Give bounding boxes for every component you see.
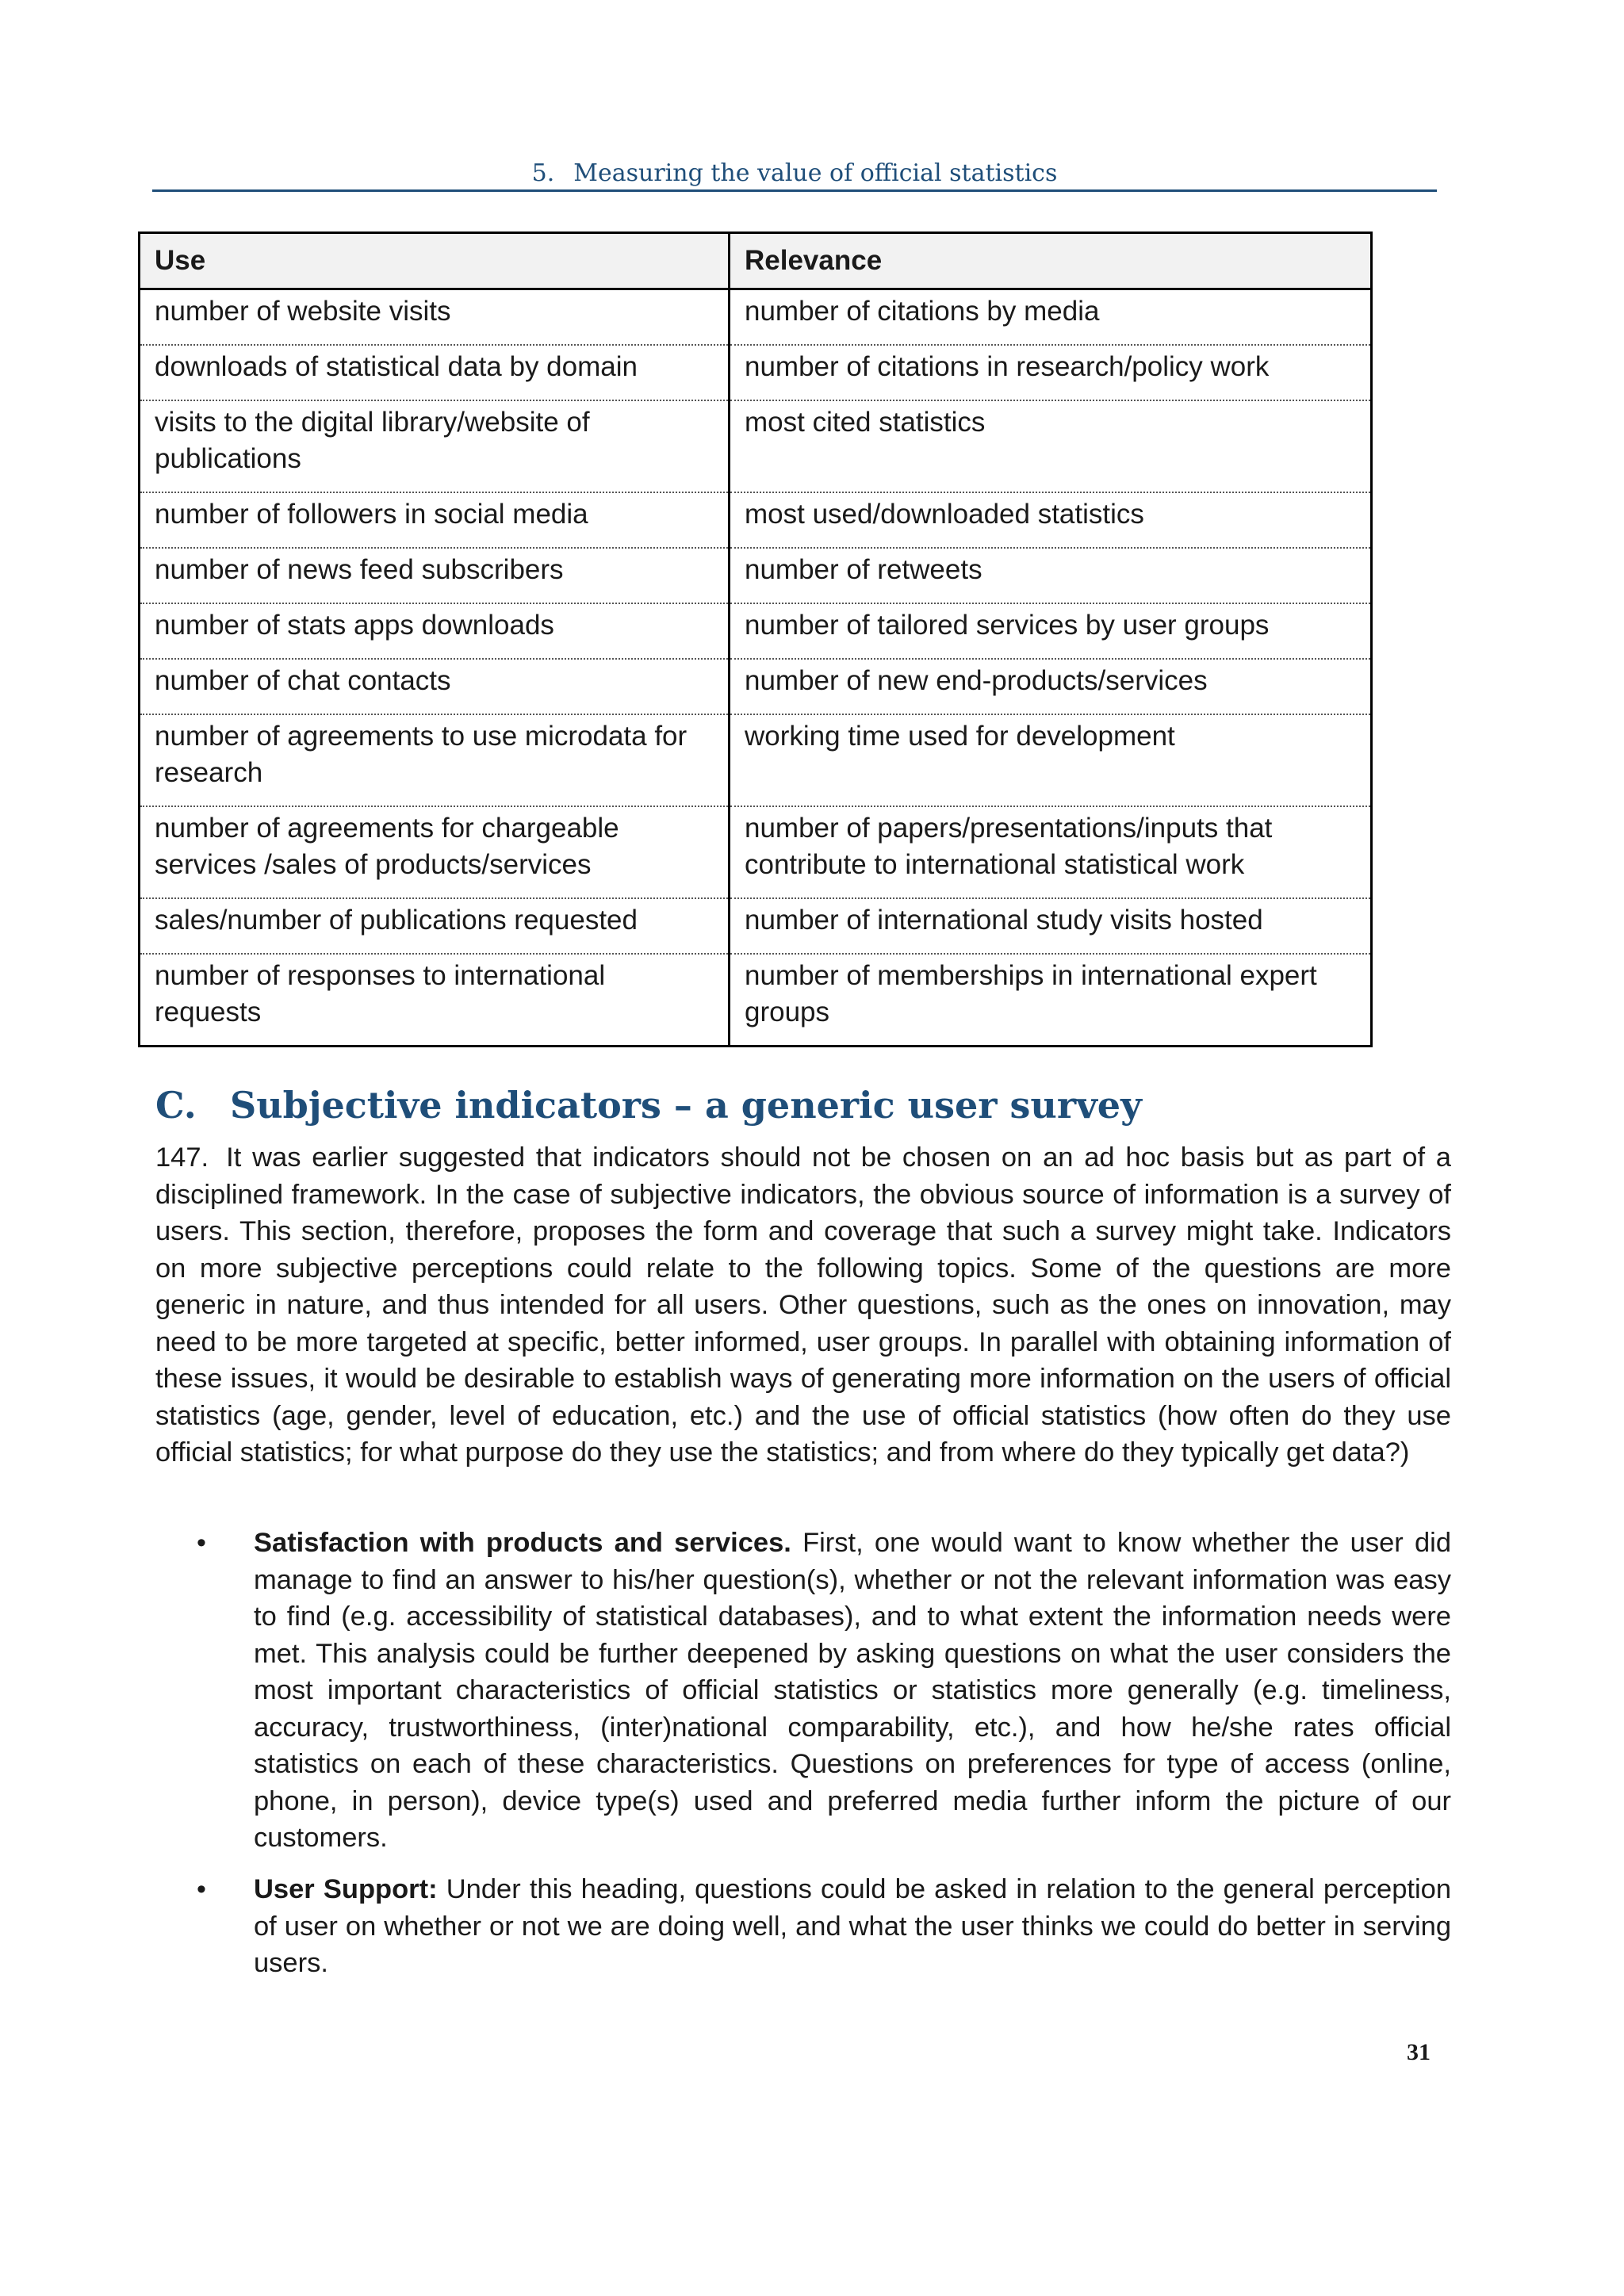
table-cell-use: number of followers in social media	[140, 492, 730, 548]
running-header	[152, 155, 1437, 192]
section-heading	[155, 1077, 1142, 1134]
table-row	[140, 289, 1372, 346]
table-cell-relevance: number of new end-products/services	[730, 659, 1372, 714]
table-row	[140, 400, 1372, 492]
bullet-list-1	[155, 1525, 1451, 1857]
table-row	[140, 806, 1372, 898]
table-cell-use: number of agreements for chargeable services /sales of products/services	[140, 806, 730, 898]
table-cell-use: number of website visits	[140, 289, 730, 346]
bullet-list-2	[155, 1871, 1451, 1982]
table-cell-use: number of stats apps downloads	[140, 603, 730, 659]
indicator-table-wrapper	[138, 232, 1370, 1047]
table-cell-use: sales/number of publications requested	[140, 898, 730, 954]
table-cell-relevance: working time used for development	[730, 714, 1372, 806]
table-cell-relevance: number of international study visits hosted	[730, 898, 1372, 954]
indicator-table	[138, 232, 1373, 1047]
table-row	[140, 898, 1372, 954]
table-cell-relevance: number of memberships in international expert groups	[745, 960, 1317, 1027]
table-cell-relevance: number of citations by media	[730, 289, 1372, 346]
table-row	[140, 954, 1372, 1047]
table-cell-relevance: number of citations in research/policy work	[730, 345, 1372, 400]
table-cell-use: downloads of statistical data by domain	[140, 345, 730, 400]
table-cell-relevance: most used/downloaded statistics	[730, 492, 1372, 548]
table-cell-relevance: number of tailored services by user groups	[730, 603, 1372, 659]
table-row	[140, 492, 1372, 548]
bullet-icon: •	[197, 1528, 206, 1558]
table-row	[140, 345, 1372, 400]
section-title: Subjective indicators – a generic user survey	[230, 1084, 1142, 1127]
bullet-item-user-support	[155, 1871, 1451, 1982]
table-header-use: Use	[140, 233, 730, 289]
table-row	[140, 548, 1372, 603]
bullet-icon: •	[197, 1874, 206, 1904]
table-row	[140, 603, 1372, 659]
bullet-item-satisfaction	[155, 1525, 1451, 1857]
table-cell-use: number of chat contacts	[140, 659, 730, 714]
table-cell-relevance: number of papers/presentations/inputs that contribute to international statistical work	[730, 806, 1372, 898]
table-row	[140, 659, 1372, 714]
table-cell-relevance: number of retweets	[730, 548, 1372, 603]
paragraph-text: It was earlier suggested that indicators should not be chosen on an ad hoc basis but as part of a disciplined framework. In the case of subjective indicators, the obvious source of information is a survey of users. This section, therefore, proposes the form and coverage that such a survey might take. Indicators on more subjective perceptions could relate to the following topics. Some of the questions are more generic in nature, and thus intended for all users. Other questions, such as the ones on innovation, may need to be more targeted at specific, better informed, user groups. In parallel with obtaining information of these issues, it would be desirable to establish ways of generating more information on the users of official statistics (age, gender, level of education, etc.) and the use of official statistics (how often do they use official statistics; for what purpose do they use the statistics; and from where do they typically get data?)	[155, 1142, 1451, 1468]
page-number: 31	[1407, 2039, 1431, 2065]
bullet-text: Under this heading, questions could be asked in relation to the general perception of user on whether or not we are doing well, and what the user thinks we could do better in serving users.	[254, 1874, 1452, 1978]
table-cell-use: visits to the digital library/website of publications	[140, 400, 730, 492]
table-cell-use: number of responses to international requests	[140, 954, 730, 1047]
bullet-lead: User Support:	[254, 1874, 438, 1904]
bullet-text: First, one would want to know whether the user did manage to find an answer to his/her question(s), whether or not the relevant information was easy to find (e.g. accessibility of statistical databases), and to what extent the information needs were met. This analysis could be further deepened by asking questions on what the user considers the most important characteristics of official statistics or statistics more generally (e.g. timeliness, accuracy, trustworthiness, (inter)national comparability, etc.), and how he/she rates official statistics on each of these characteristics. Questions on preferences for type of access (online, phone, in person), device type(s) used and preferred media further inform the picture of our customers.	[254, 1528, 1452, 1853]
paragraph-number: 147.	[155, 1142, 209, 1173]
table-header-relevance: Relevance	[730, 233, 1372, 289]
table-header-row	[140, 233, 1372, 289]
table-cell-use: number of news feed subscribers	[140, 548, 730, 603]
chapter-title: Measuring the value of official statistics	[573, 159, 1058, 187]
table-cell-relevance: most cited statistics	[730, 400, 1372, 492]
bullet-lead: Satisfaction with products and services.	[254, 1528, 791, 1558]
section-letter: C.	[155, 1084, 197, 1127]
chapter-number: 5.	[531, 159, 555, 187]
table-cell-use: number of agreements to use microdata for research	[140, 714, 730, 806]
table-row	[140, 714, 1372, 806]
paragraph-147	[155, 1139, 1451, 1471]
